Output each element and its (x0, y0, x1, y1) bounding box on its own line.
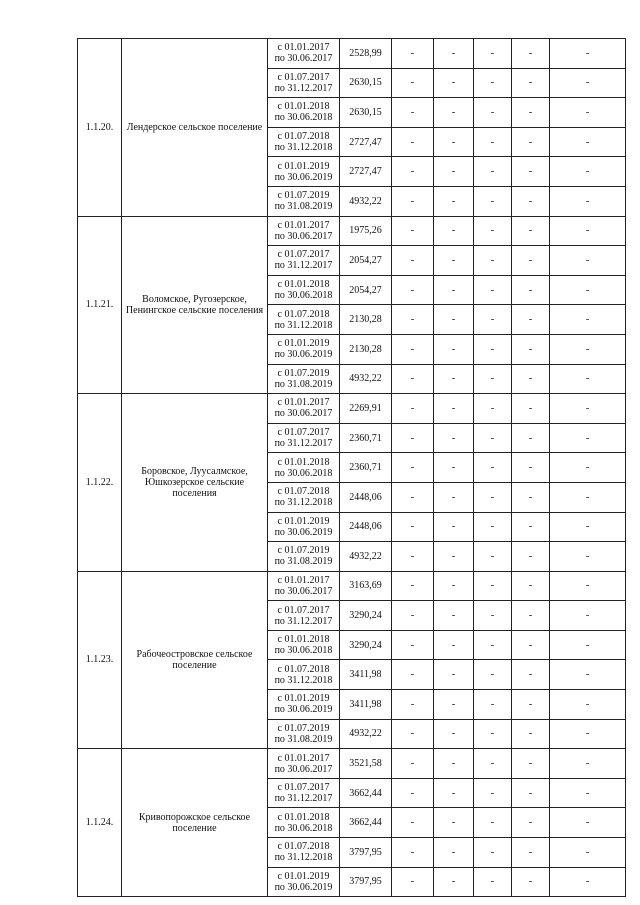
empty-value-cell: - (434, 719, 474, 749)
tariff-value-cell: 2448,06 (340, 482, 392, 512)
tariff-value-cell: 2054,27 (340, 275, 392, 305)
period-from: с 01.07.2018 (277, 486, 330, 498)
empty-value-cell: - (392, 127, 434, 157)
empty-value-cell: - (474, 808, 512, 838)
period-cell (268, 68, 340, 98)
empty-value-cell: - (550, 808, 626, 838)
empty-value-cell: - (434, 68, 474, 98)
empty-value-cell: - (512, 364, 550, 394)
period-from: с 01.07.2019 (277, 545, 330, 557)
empty-value-cell: - (434, 571, 474, 601)
period-cell (268, 216, 340, 246)
empty-value-cell: - (392, 186, 434, 216)
empty-value-cell: - (392, 542, 434, 572)
period-from: с 01.01.2019 (277, 693, 330, 705)
empty-value-cell: - (512, 334, 550, 364)
tariff-value-cell: 3411,98 (340, 690, 392, 720)
empty-value-cell: - (392, 364, 434, 394)
empty-value-cell: - (550, 838, 626, 868)
empty-value-cell: - (512, 512, 550, 542)
period-from: с 01.07.2018 (277, 663, 330, 675)
empty-value-cell: - (474, 867, 512, 897)
period-to: по 30.06.2018 (274, 112, 333, 124)
empty-value-cell: - (550, 334, 626, 364)
empty-value-cell: - (392, 630, 434, 660)
empty-value-cell: - (434, 334, 474, 364)
period-cell (268, 660, 340, 690)
tariff-value-cell: 2727,47 (340, 127, 392, 157)
period-cell (268, 39, 340, 69)
tariff-value-cell: 3662,44 (340, 808, 392, 838)
empty-value-cell: - (512, 690, 550, 720)
period-cell (268, 601, 340, 631)
tariff-value-cell: 3411,98 (340, 660, 392, 690)
empty-value-cell: - (434, 512, 474, 542)
period-from: с 01.07.2017 (277, 782, 330, 794)
empty-value-cell: - (474, 68, 512, 98)
empty-value-cell: - (550, 394, 626, 424)
tariff-value-cell: 2528,99 (340, 39, 392, 69)
period-cell (268, 867, 340, 897)
period-cell (268, 838, 340, 868)
empty-value-cell: - (512, 98, 550, 128)
period-cell (268, 808, 340, 838)
period-to: по 31.12.2018 (274, 497, 333, 509)
period-cell (268, 571, 340, 601)
empty-value-cell: - (550, 542, 626, 572)
empty-value-cell: - (474, 778, 512, 808)
empty-value-cell: - (550, 778, 626, 808)
empty-value-cell: - (474, 690, 512, 720)
empty-value-cell: - (392, 423, 434, 453)
period-from: с 01.07.2018 (277, 308, 330, 320)
empty-value-cell: - (512, 68, 550, 98)
period-cell (268, 630, 340, 660)
empty-value-cell: - (434, 867, 474, 897)
period-from: с 01.01.2018 (277, 811, 330, 823)
table-row (78, 394, 626, 424)
tariff-value-cell: 2360,71 (340, 453, 392, 483)
empty-value-cell: - (434, 394, 474, 424)
period-to: по 31.08.2019 (274, 556, 333, 568)
tariff-value-cell: 4932,22 (340, 542, 392, 572)
period-cell (268, 246, 340, 276)
empty-value-cell: - (392, 275, 434, 305)
period-from: с 01.07.2017 (277, 71, 330, 83)
group-code-cell: 1.1.23. (78, 571, 122, 749)
empty-value-cell: - (512, 305, 550, 335)
empty-value-cell: - (392, 68, 434, 98)
period-from: с 01.01.2019 (277, 160, 330, 172)
tariff-value-cell: 4932,22 (340, 719, 392, 749)
period-to: по 30.06.2019 (274, 704, 333, 716)
period-cell (268, 453, 340, 483)
empty-value-cell: - (392, 453, 434, 483)
empty-value-cell: - (434, 690, 474, 720)
empty-value-cell: - (550, 867, 626, 897)
empty-value-cell: - (434, 127, 474, 157)
group-code-cell: 1.1.20. (78, 39, 122, 217)
period-cell (268, 749, 340, 779)
empty-value-cell: - (550, 39, 626, 69)
period-cell (268, 98, 340, 128)
tariff-value-cell: 2130,28 (340, 334, 392, 364)
settlement-name-cell: Лендерское сельское поселение (122, 39, 268, 217)
tariff-table-body (78, 39, 626, 897)
period-to: по 31.12.2018 (274, 319, 333, 331)
period-to: по 30.06.2019 (274, 881, 333, 893)
period-from: с 01.01.2017 (277, 574, 330, 586)
period-from: с 01.01.2017 (277, 219, 330, 231)
empty-value-cell: - (512, 719, 550, 749)
period-to: по 30.06.2018 (274, 645, 333, 657)
empty-value-cell: - (434, 216, 474, 246)
empty-value-cell: - (434, 778, 474, 808)
empty-value-cell: - (550, 423, 626, 453)
period-to: по 31.12.2017 (274, 260, 333, 272)
empty-value-cell: - (512, 127, 550, 157)
empty-value-cell: - (392, 778, 434, 808)
settlement-name-cell: Воломское, Ругозерское, Пенингское сельские поселения (122, 216, 268, 394)
empty-value-cell: - (434, 838, 474, 868)
period-to: по 31.08.2019 (274, 201, 333, 213)
table-row (78, 749, 626, 779)
period-to: по 30.06.2017 (274, 53, 333, 65)
tariff-value-cell: 3290,24 (340, 630, 392, 660)
empty-value-cell: - (392, 601, 434, 631)
empty-value-cell: - (474, 394, 512, 424)
period-to: по 30.06.2018 (274, 467, 333, 479)
empty-value-cell: - (474, 246, 512, 276)
period-cell (268, 127, 340, 157)
empty-value-cell: - (434, 453, 474, 483)
period-to: по 30.06.2019 (274, 526, 333, 538)
empty-value-cell: - (550, 482, 626, 512)
empty-value-cell: - (392, 512, 434, 542)
empty-value-cell: - (512, 749, 550, 779)
empty-value-cell: - (550, 275, 626, 305)
tariff-value-cell: 1975,26 (340, 216, 392, 246)
empty-value-cell: - (392, 838, 434, 868)
group-code-cell: 1.1.21. (78, 216, 122, 394)
settlement-name-cell: Кривопорожское сельское поселение (122, 749, 268, 897)
empty-value-cell: - (434, 423, 474, 453)
empty-value-cell: - (474, 512, 512, 542)
empty-value-cell: - (512, 246, 550, 276)
period-from: с 01.07.2019 (277, 367, 330, 379)
empty-value-cell: - (434, 660, 474, 690)
settlement-name-cell: Боровское, Луусалмское, Юшкозерское сельские поселения (122, 394, 268, 572)
table-row (78, 39, 626, 69)
tariff-value-cell: 3797,95 (340, 867, 392, 897)
group-code-cell: 1.1.22. (78, 394, 122, 572)
empty-value-cell: - (550, 571, 626, 601)
period-cell (268, 512, 340, 542)
tariff-value-cell: 3797,95 (340, 838, 392, 868)
empty-value-cell: - (512, 778, 550, 808)
empty-value-cell: - (434, 808, 474, 838)
empty-value-cell: - (434, 98, 474, 128)
period-from: с 01.07.2018 (277, 131, 330, 143)
empty-value-cell: - (392, 719, 434, 749)
empty-value-cell: - (512, 423, 550, 453)
empty-value-cell: - (392, 157, 434, 187)
empty-value-cell: - (550, 601, 626, 631)
tariff-value-cell: 2130,28 (340, 305, 392, 335)
empty-value-cell: - (392, 98, 434, 128)
group-code-cell: 1.1.24. (78, 749, 122, 897)
period-from: с 01.01.2018 (277, 101, 330, 113)
empty-value-cell: - (550, 68, 626, 98)
empty-value-cell: - (550, 719, 626, 749)
period-to: по 31.12.2017 (274, 793, 333, 805)
empty-value-cell: - (474, 630, 512, 660)
empty-value-cell: - (474, 186, 512, 216)
empty-value-cell: - (512, 808, 550, 838)
empty-value-cell: - (392, 690, 434, 720)
tariff-value-cell: 3163,69 (340, 571, 392, 601)
tariff-value-cell: 3662,44 (340, 778, 392, 808)
period-to: по 31.12.2018 (274, 142, 333, 154)
tariff-value-cell: 4932,22 (340, 186, 392, 216)
empty-value-cell: - (512, 571, 550, 601)
empty-value-cell: - (512, 39, 550, 69)
empty-value-cell: - (550, 749, 626, 779)
period-to: по 31.08.2019 (274, 733, 333, 745)
empty-value-cell: - (550, 453, 626, 483)
period-to: по 30.06.2017 (274, 408, 333, 420)
empty-value-cell: - (474, 305, 512, 335)
period-from: с 01.01.2018 (277, 279, 330, 291)
period-from: с 01.07.2017 (277, 249, 330, 261)
period-from: с 01.01.2018 (277, 456, 330, 468)
empty-value-cell: - (434, 246, 474, 276)
empty-value-cell: - (550, 98, 626, 128)
period-to: по 30.06.2018 (274, 822, 333, 834)
empty-value-cell: - (392, 39, 434, 69)
empty-value-cell: - (512, 216, 550, 246)
empty-value-cell: - (434, 601, 474, 631)
empty-value-cell: - (474, 838, 512, 868)
period-to: по 30.06.2017 (274, 763, 333, 775)
empty-value-cell: - (474, 571, 512, 601)
period-to: по 30.06.2019 (274, 171, 333, 183)
empty-value-cell: - (474, 364, 512, 394)
empty-value-cell: - (474, 482, 512, 512)
empty-value-cell: - (550, 630, 626, 660)
period-cell (268, 305, 340, 335)
empty-value-cell: - (392, 334, 434, 364)
empty-value-cell: - (512, 453, 550, 483)
empty-value-cell: - (474, 749, 512, 779)
empty-value-cell: - (512, 482, 550, 512)
tariff-value-cell: 2630,15 (340, 68, 392, 98)
empty-value-cell: - (392, 246, 434, 276)
period-to: по 30.06.2017 (274, 585, 333, 597)
empty-value-cell: - (434, 186, 474, 216)
empty-value-cell: - (512, 157, 550, 187)
period-to: по 30.06.2018 (274, 290, 333, 302)
period-cell (268, 394, 340, 424)
empty-value-cell: - (474, 157, 512, 187)
period-cell (268, 157, 340, 187)
tariff-value-cell: 4932,22 (340, 364, 392, 394)
empty-value-cell: - (474, 601, 512, 631)
empty-value-cell: - (392, 808, 434, 838)
empty-value-cell: - (512, 275, 550, 305)
empty-value-cell: - (512, 542, 550, 572)
empty-value-cell: - (474, 275, 512, 305)
empty-value-cell: - (550, 186, 626, 216)
empty-value-cell: - (474, 334, 512, 364)
period-cell (268, 482, 340, 512)
empty-value-cell: - (392, 749, 434, 779)
empty-value-cell: - (512, 867, 550, 897)
period-from: с 01.01.2017 (277, 397, 330, 409)
period-from: с 01.01.2019 (277, 338, 330, 350)
period-from: с 01.01.2017 (277, 752, 330, 764)
empty-value-cell: - (392, 867, 434, 897)
empty-value-cell: - (474, 542, 512, 572)
tariff-value-cell: 2360,71 (340, 423, 392, 453)
period-from: с 01.07.2017 (277, 604, 330, 616)
period-from: с 01.07.2017 (277, 427, 330, 439)
tariff-value-cell: 2054,27 (340, 246, 392, 276)
tariff-value-cell: 2630,15 (340, 98, 392, 128)
empty-value-cell: - (434, 305, 474, 335)
empty-value-cell: - (550, 690, 626, 720)
period-to: по 30.06.2019 (274, 349, 333, 361)
empty-value-cell: - (550, 157, 626, 187)
empty-value-cell: - (434, 630, 474, 660)
period-cell (268, 719, 340, 749)
empty-value-cell: - (512, 186, 550, 216)
empty-value-cell: - (550, 127, 626, 157)
tariff-value-cell: 3521,58 (340, 749, 392, 779)
empty-value-cell: - (392, 394, 434, 424)
table-row (78, 571, 626, 601)
period-cell (268, 690, 340, 720)
empty-value-cell: - (512, 630, 550, 660)
tariff-value-cell: 3290,24 (340, 601, 392, 631)
empty-value-cell: - (550, 512, 626, 542)
period-to: по 31.12.2017 (274, 82, 333, 94)
empty-value-cell: - (474, 216, 512, 246)
period-to: по 30.06.2017 (274, 230, 333, 242)
period-from: с 01.01.2017 (277, 42, 330, 54)
empty-value-cell: - (512, 394, 550, 424)
empty-value-cell: - (474, 98, 512, 128)
tariff-value-cell: 2727,47 (340, 157, 392, 187)
empty-value-cell: - (474, 127, 512, 157)
empty-value-cell: - (550, 364, 626, 394)
period-to: по 31.08.2019 (274, 378, 333, 390)
period-cell (268, 778, 340, 808)
empty-value-cell: - (550, 305, 626, 335)
empty-value-cell: - (512, 838, 550, 868)
table-row (78, 216, 626, 246)
tariff-value-cell: 2448,06 (340, 512, 392, 542)
period-cell (268, 542, 340, 572)
period-from: с 01.01.2018 (277, 634, 330, 646)
empty-value-cell: - (474, 423, 512, 453)
period-cell (268, 423, 340, 453)
empty-value-cell: - (434, 364, 474, 394)
period-from: с 01.01.2019 (277, 515, 330, 527)
empty-value-cell: - (474, 453, 512, 483)
empty-value-cell: - (434, 275, 474, 305)
empty-value-cell: - (434, 39, 474, 69)
empty-value-cell: - (550, 216, 626, 246)
empty-value-cell: - (474, 39, 512, 69)
period-to: по 31.12.2018 (274, 674, 333, 686)
empty-value-cell: - (392, 216, 434, 246)
empty-value-cell: - (512, 660, 550, 690)
empty-value-cell: - (550, 246, 626, 276)
empty-value-cell: - (392, 305, 434, 335)
empty-value-cell: - (392, 571, 434, 601)
period-from: с 01.07.2019 (277, 722, 330, 734)
empty-value-cell: - (392, 660, 434, 690)
empty-value-cell: - (434, 157, 474, 187)
empty-value-cell: - (434, 749, 474, 779)
empty-value-cell: - (512, 601, 550, 631)
empty-value-cell: - (474, 660, 512, 690)
empty-value-cell: - (392, 482, 434, 512)
empty-value-cell: - (434, 542, 474, 572)
empty-value-cell: - (474, 719, 512, 749)
period-from: с 01.01.2019 (277, 870, 330, 882)
period-cell (268, 334, 340, 364)
empty-value-cell: - (550, 660, 626, 690)
period-cell (268, 186, 340, 216)
period-cell (268, 364, 340, 394)
period-cell (268, 275, 340, 305)
period-to: по 31.12.2017 (274, 438, 333, 450)
period-to: по 31.12.2017 (274, 615, 333, 627)
empty-value-cell: - (434, 482, 474, 512)
period-to: по 31.12.2018 (274, 852, 333, 864)
settlement-name-cell: Рабочеостровское сельское поселение (122, 571, 268, 749)
period-from: с 01.07.2018 (277, 841, 330, 853)
tariff-value-cell: 2269,91 (340, 394, 392, 424)
tariff-table (77, 38, 626, 897)
period-from: с 01.07.2019 (277, 190, 330, 202)
